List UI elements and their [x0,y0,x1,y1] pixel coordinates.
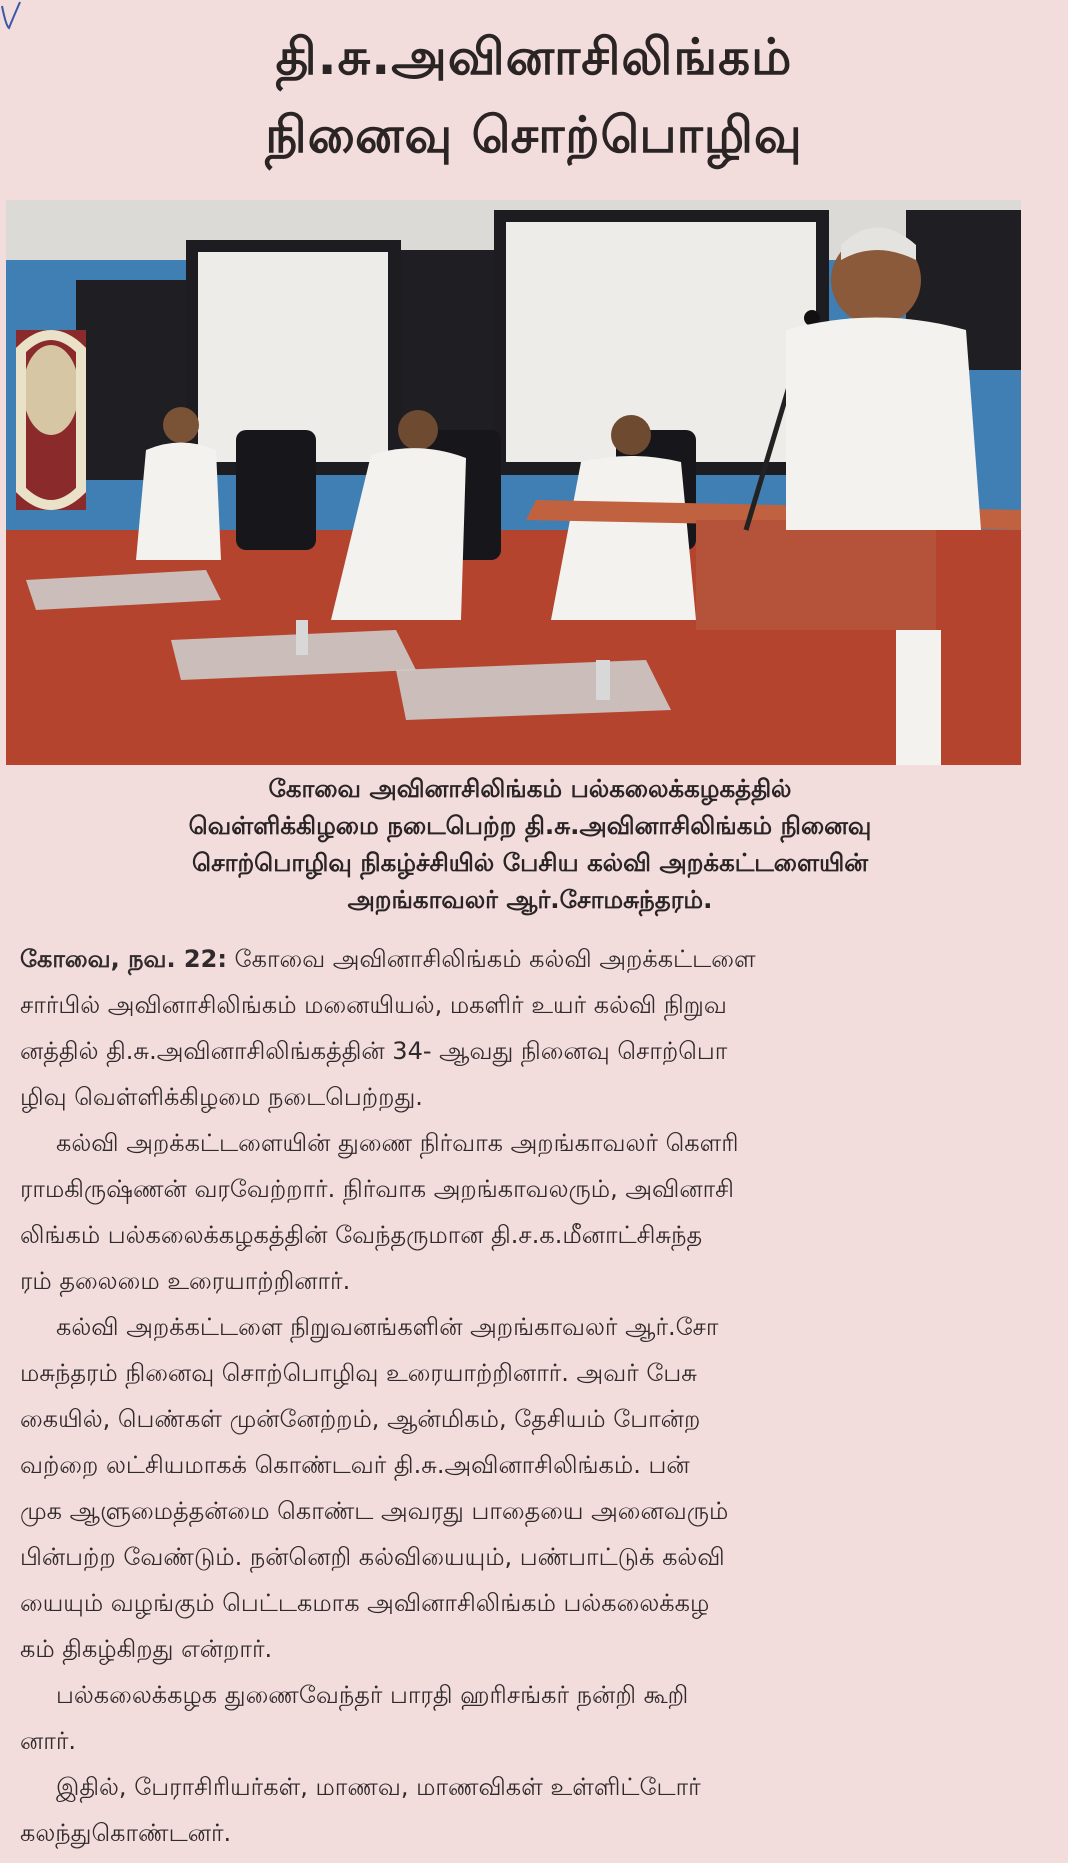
article-line: பல்கலைக்கழக துணைவேந்தர் பாரதி ஹரிசங்கர் நன்றி கூறி [56,1681,689,1709]
article-line: கம் திகழ்கிறது என்றார். [20,1635,273,1663]
caption-line-2: வெள்ளிக்கிழமை நடைபெற்ற தி.சு.அவினாசிலிங்கம் நினைவு [188,811,872,840]
dateline: கோவை, நவ. 22: [20,945,227,973]
event-photo [6,200,1021,765]
article-line: கலந்துகொண்டனர். [20,1819,232,1847]
article-line: லிங்கம் பல்கலைக்கழகத்தின் வேந்தருமான தி.ச.க.மீனாட்சிசுந்த [20,1221,703,1249]
article-line: வற்றை லட்சியமாகக் கொண்டவர் தி.சு.அவினாசிலிங்கம். பன் [20,1451,690,1479]
projection-screen-right [506,222,816,462]
article-line: ராமகிருஷ்ணன் வரவேற்றார். நிர்வாக அறங்காவலரும், அவினாசி [20,1175,734,1203]
caption-line-3: சொற்பொழிவு நிகழ்ச்சியில் பேசிய கல்வி அறக்கட்டளையின் [192,848,868,877]
headline-line-1: தி.சு.அவினாசிலிங்கம் [275,28,793,86]
article-line: கல்வி அறக்கட்டளை நிறுவனங்களின் அறங்காவலர் ஆர்.சோ [56,1313,719,1341]
caption-line-1: கோவை அவினாசிலிங்கம் பல்கலைக்கழகத்தில் [268,774,792,803]
podium [696,520,936,630]
article-line: ழிவு வெள்ளிக்கிழமை நடைபெற்றது. [20,1083,423,1111]
photo-caption [30,770,1030,918]
headline-line-2: நினைவு சொற்பொழிவு [265,106,803,164]
article-line: மசுந்தரம் நினைவு சொற்பொழிவு உரையாற்றினார். அவர் பேசு [20,1359,697,1387]
article-line: யையும் வழங்கும் பெட்டகமாக அவினாசிலிங்கம் பல்கலைக்கழ [20,1589,710,1617]
headline [0,18,1068,174]
article-line: பின்பற்ற வேண்டும். நன்னெறி கல்வியையும், பண்பாட்டுக் கல்வி [20,1543,725,1571]
article-line-text: கோவை அவினாசிலிங்கம் கல்வி அறக்கட்டளை [226,945,756,973]
article-line: இதில், பேராசிரியர்கள், மாணவ, மாணவிகள் உள்ளிட்டோர் [56,1773,701,1801]
article-line: சார்பில் அவினாசிலிங்கம் மனையியல், மகளிர் உயர் கல்வி நிறுவ [20,991,727,1019]
caption-line-4: அறங்காவலர் ஆர்.சோமசுந்தரம். [347,885,713,914]
article-line: கல்வி அறக்கட்டளையின் துணை நிர்வாக அறங்காவலர் கௌரி [56,1129,739,1157]
speaker-shirt [786,318,981,531]
article-line: ரம் தலைமை உரையாற்றினார். [20,1267,351,1295]
event-photo-illustration [6,200,1021,765]
article-line: கையில், பெண்கள் முன்னேற்றம், ஆன்மிகம், தேசியம் போன்ற [20,1405,701,1433]
article-line: னார். [20,1727,76,1755]
article-body [20,936,1055,1856]
article-line: முக ஆளுமைத்தன்மை கொண்ட அவரது பாதையை அனைவரும் [20,1497,729,1525]
article-line: னத்தில் தி.சு.அவினாசிலிங்கத்தின் 34- ஆவது நினைவு சொற்பொ [20,1037,728,1065]
article-line [20,936,1055,982]
